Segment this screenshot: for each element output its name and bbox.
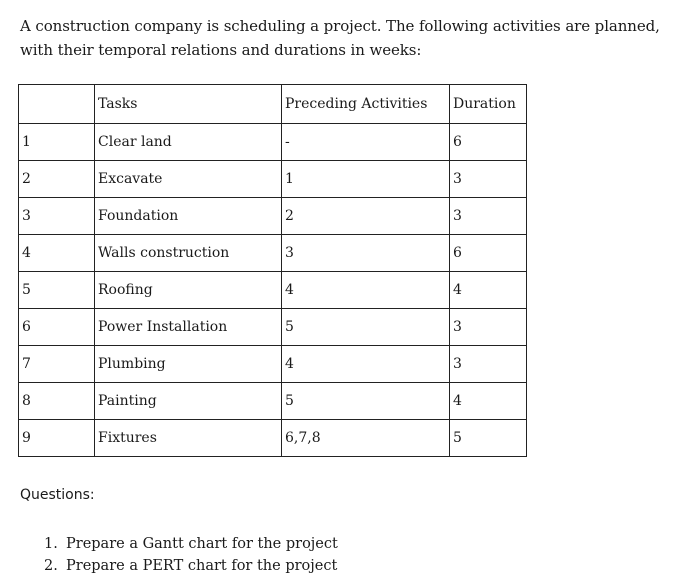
question-number: 2. <box>44 558 58 574</box>
table-row <box>19 272 527 309</box>
row-preceding: 1 <box>282 161 450 198</box>
table-row <box>19 198 527 235</box>
row-number: 7 <box>19 346 95 383</box>
question-item <box>44 555 338 577</box>
question-item <box>44 533 338 555</box>
row-preceding: 4 <box>282 272 450 309</box>
row-preceding: - <box>282 124 450 161</box>
questions-label: Questions: <box>20 487 95 503</box>
row-task: Foundation <box>95 198 282 235</box>
row-preceding: 4 <box>282 346 450 383</box>
row-duration: 6 <box>450 124 527 161</box>
row-task: Excavate <box>95 161 282 198</box>
row-task: Plumbing <box>95 346 282 383</box>
intro-paragraph: A construction company is scheduling a project. The following activities are planned, with their temporal relations and durations in weeks: <box>20 17 660 59</box>
row-number: 9 <box>19 420 95 457</box>
row-number: 5 <box>19 272 95 309</box>
table-row <box>19 124 527 161</box>
row-preceding: 3 <box>282 235 450 272</box>
question-number: 1. <box>44 536 58 552</box>
row-duration: 4 <box>450 272 527 309</box>
row-task: Walls construction <box>95 235 282 272</box>
header-duration: Duration <box>450 85 527 124</box>
row-duration: 3 <box>450 309 527 346</box>
row-number: 1 <box>19 124 95 161</box>
row-preceding: 5 <box>282 309 450 346</box>
row-preceding: 6,7,8 <box>282 420 450 457</box>
table-row <box>19 420 527 457</box>
row-task: Fixtures <box>95 420 282 457</box>
row-task: Clear land <box>95 124 282 161</box>
row-task: Power Installation <box>95 309 282 346</box>
row-preceding: 5 <box>282 383 450 420</box>
activities-table <box>18 84 527 457</box>
header-number <box>19 85 95 124</box>
row-number: 8 <box>19 383 95 420</box>
row-number: 4 <box>19 235 95 272</box>
row-duration: 5 <box>450 420 527 457</box>
row-task: Roofing <box>95 272 282 309</box>
row-duration: 6 <box>450 235 527 272</box>
table-row <box>19 346 527 383</box>
row-number: 3 <box>19 198 95 235</box>
table-header-row <box>19 85 527 124</box>
table-row <box>19 161 527 198</box>
question-text: Prepare a Gantt chart for the project <box>66 536 338 552</box>
row-duration: 3 <box>450 161 527 198</box>
table-row <box>19 309 527 346</box>
row-number: 6 <box>19 309 95 346</box>
row-duration: 3 <box>450 346 527 383</box>
row-task: Painting <box>95 383 282 420</box>
header-preceding: Preceding Activities <box>282 85 450 124</box>
row-number: 2 <box>19 161 95 198</box>
header-tasks: Tasks <box>95 85 282 124</box>
table-row <box>19 235 527 272</box>
row-duration: 4 <box>450 383 527 420</box>
question-text: Prepare a PERT chart for the project <box>66 558 338 574</box>
row-duration: 3 <box>450 198 527 235</box>
questions-list <box>44 533 338 577</box>
table-row <box>19 383 527 420</box>
row-preceding: 2 <box>282 198 450 235</box>
